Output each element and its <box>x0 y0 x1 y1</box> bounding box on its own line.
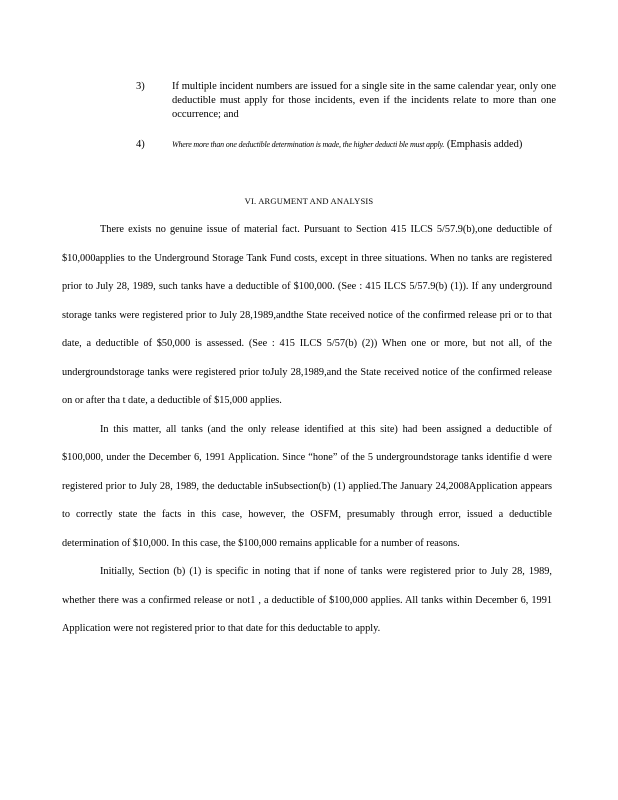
list-text <box>172 138 556 152</box>
list-number: 4) <box>136 139 145 150</box>
section-heading: VI. ARGUMENT AND ANALYSIS <box>244 196 374 206</box>
paragraph-3: Initially, Section (b) (1) is specific in noting that if none of tanks were registered prior to July 28, 1989, whether there was a confirmed release or not1 , a deductible of $100,000 applies. All tanks within December 6, 1991 Application were not registered prior to that date for this deductable to apply. <box>62 566 552 634</box>
list-number: 3) <box>136 81 145 92</box>
list-text: If multiple incident numbers are issued for a single site in the same calendar year, only one deductible must apply for those incidents, even if the incidents relate to more than one occurrence; and <box>172 81 556 120</box>
emphasis-note: (Emphasis added) <box>444 139 523 150</box>
emphasized-quote: Where more than one deductible determination is made, the higher deducti ble must apply. <box>172 140 445 149</box>
paragraph-2: In this matter, all tanks (and the only release identified at this site) had been assigned a deductible of $100,000, under the December 6, 1991 Application. Since “hone” of the 5 undergroundstorage tanks identifie d were registered prior to July 28, 1989, the deductable inSubsection(b) (1) applied.The January 24,2008Application appears to correctly state the facts in this case, however, the OSFM, presumably through error, issued a deductible determination of $10,000. In this case, the $100,000 remains applicable for a number of reasons. <box>62 423 552 549</box>
list-item-4 <box>136 138 556 152</box>
paragraph-1: There exists no genuine issue of material fact. Pursuant to Section 415 ILCS 5/57.9(b),one deductible of $10,000applies to the Underground Storage Tank Fund costs, except in three situations. When no tanks are registered prior to July 28, 1989, such tanks have a deductible of $100,000. (See : 415 ILCS 5/57.9(b) (1)). If any underground storage tanks were registered prior to July 28,1989,andthe State received notice of the confirmed release pri or to that date, a deductible of $50,000 is assessed. (See : 415 ILCS 5/57(b) (2)) When one or more, but not all, of the undergroundstorage tanks were registered prior toJuly 28,1989,and the State received notice of the confirmed release on or after tha t date, a deductible of $15,000 applies. <box>62 224 552 406</box>
body-text <box>62 216 552 644</box>
list-item-3 <box>136 80 556 122</box>
